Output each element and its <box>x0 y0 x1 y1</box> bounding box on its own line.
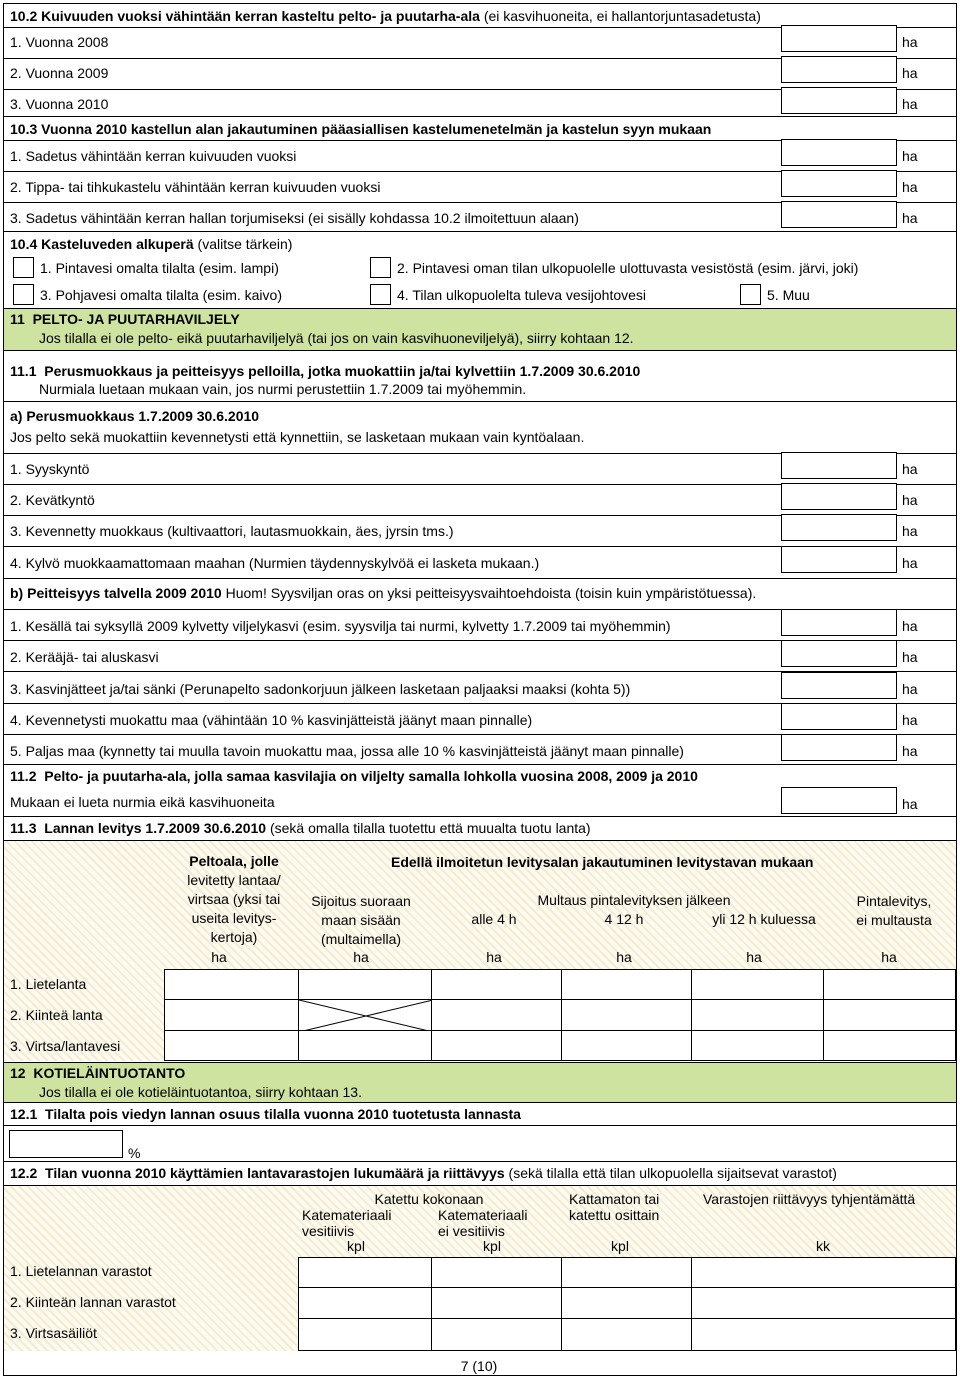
option-1-label: 1. Pintavesi omalta tilalta (esim. lampi) <box>40 260 279 276</box>
storage-row-2: 2. Kiinteän lannan varastot <box>10 1294 176 1310</box>
s10-3-input-1[interactable] <box>781 139 897 166</box>
col-4-12h: 4 12 h <box>604 911 644 927</box>
s11-1-b-row-4: 4. Kevennetysti muokattu maa (vähintään 10 % kasvinjätteistä jäänyt maan pinnalle) <box>10 712 533 728</box>
page-number: 7 (10) <box>460 1358 498 1374</box>
col-yli-12h: yli 12 h kuluessa <box>712 911 816 927</box>
lietelanta-4-12h-input[interactable] <box>561 969 692 1000</box>
s10-2-input-2[interactable] <box>781 56 897 83</box>
unit-ha: ha <box>902 179 918 195</box>
unit-ha: ha <box>902 210 918 226</box>
s11-2-row: Mukaan ei lueta nurmia eikä kasvihuoneita <box>10 794 275 810</box>
s11-1-b-heading: b) Peitteisyys talvella 2009 2010 Huom! Syysviljan oras on yksi peitteisyysvaihtoehdoista (toisin kuin ympäristötuessa). <box>10 585 757 601</box>
s11-heading: 11 PELTO- JA PUUTARHAVILJELY <box>10 311 240 327</box>
s10-4-heading: 10.4 Kasteluveden alkuperä (valitse tärkein) <box>10 236 293 252</box>
lietelanta-sijoitus-input[interactable] <box>298 969 432 1000</box>
option-4-label: 4. Tilan ulkopuolelta tuleva vesijohtovesi <box>397 287 647 303</box>
multaus-header: Multaus pintalevityksen jälkeen <box>537 892 731 908</box>
s10-3-row-3: 3. Sadetus vähintään kerran hallan torjumiseksi (ei sisälly kohdassa 10.2 ilmoitettuun alaan) <box>10 210 579 226</box>
s11-note: Jos tilalla ei ole pelto- eikä puutarhaviljelyä (tai jos on vain kasvihuoneviljelyä), siirry kohtaan 12. <box>39 330 634 346</box>
s11-1-b-row-1: 1. Kesällä tai syksyllä 2009 kylvetty viljelykasvi (esim. syysvilja tai nurmi, kylvetty 1.7.2009 tai myöhemmin) <box>10 618 671 634</box>
unit-ha: ha <box>353 949 369 965</box>
s10-2-heading: 10.2 Kuivuuden vuoksi vähintään kerran kasteltu pelto- ja puutarha-ala (ei kasvihuoneita, ei hallantorjuntasadetusta) <box>10 8 761 24</box>
s10-3-heading: 10.3 Vuonna 2010 kastellun alan jakautuminen pääasiallisen kastelumenetelmän ja kastelun syyn mukaan <box>10 121 712 137</box>
col-sijoitus-header: Sijoitus suoraan maan sisään (multaimella) <box>311 893 411 947</box>
lietelanta-alle4h-input[interactable] <box>431 969 562 1000</box>
unit-kpl: kpl <box>483 1238 501 1254</box>
virtsa-yli12h-input[interactable] <box>691 1030 824 1061</box>
s10-2-row-2: 2. Vuonna 2009 <box>10 65 109 81</box>
virtsa-4-12h-input[interactable] <box>561 1030 692 1061</box>
s10-3-input-3[interactable] <box>781 201 897 228</box>
kiintea-vesitiivis-input[interactable] <box>298 1287 432 1319</box>
kiintea-pintalevitys-input[interactable] <box>823 999 956 1031</box>
option-3-label: 3. Pohjavesi omalta tilalta (esim. kaivo) <box>40 287 282 303</box>
unit-ha: ha <box>902 523 918 539</box>
virtsa-pintalevitys-input[interactable] <box>823 1030 956 1061</box>
virtsa-vesitiivis-input[interactable] <box>298 1318 432 1351</box>
col-kattamaton-header: Kattamaton tai katettu osittain <box>569 1191 660 1223</box>
kiintea-kattamaton-input[interactable] <box>561 1287 692 1319</box>
divider <box>4 401 956 402</box>
s11-1-heading: 11.1 Perusmuokkaus ja peitteisyys pelloilla, jotka muokattiin ja/tai kylvettiin 1.7.2009 30.6.2010 <box>10 363 641 379</box>
s10-2-row-1: 1. Vuonna 2008 <box>10 34 109 50</box>
virtsa-ei-vesitiivis-input[interactable] <box>431 1318 562 1351</box>
s11-1-a-row-3: 3. Kevennetty muokkaus (kultivaattori, lautasmuokkain, äes, jyrsin tms.) <box>10 523 454 539</box>
s11-1-a-input-1[interactable] <box>781 452 897 479</box>
virtsa-riittavyys-input[interactable] <box>691 1318 956 1351</box>
s11-1-b-input-3[interactable] <box>781 672 897 699</box>
unit-ha: ha <box>902 34 918 50</box>
kiintea-4-12h-input[interactable] <box>561 999 692 1031</box>
unit-ha: ha <box>486 949 502 965</box>
unit-ha: ha <box>902 461 918 477</box>
storage-row-1: 1. Lietelannan varastot <box>10 1263 152 1279</box>
divider <box>4 116 956 117</box>
s11-1-a-input-4[interactable] <box>781 546 897 573</box>
percent-unit: % <box>128 1145 141 1161</box>
liete-kattamaton-input[interactable] <box>561 1257 692 1288</box>
s11-1-a-row-2: 2. Kevätkyntö <box>10 492 95 508</box>
col-riittavyys-header: Varastojen riittävyys tyhjentämättä <box>703 1191 916 1207</box>
s11-1-b-input-5[interactable] <box>781 734 897 761</box>
kiintea-ei-vesitiivis-input[interactable] <box>431 1287 562 1319</box>
unit-kk: kk <box>816 1238 830 1254</box>
kiintea-alle4h-input[interactable] <box>431 999 562 1031</box>
col-vesitiivis-header: Katemateriaali vesitiivis <box>302 1207 392 1239</box>
liete-vesitiivis-input[interactable] <box>298 1257 432 1288</box>
unit-ha: ha <box>902 96 918 112</box>
checkbox-opt1[interactable] <box>13 257 34 278</box>
group-header: Edellä ilmoitetun levitysalan jakautuminen levitystavan mukaan <box>391 854 814 870</box>
s10-2-input-3[interactable] <box>781 87 897 114</box>
s11-1-a-note: Jos pelto sekä muokattiin kevennetysti että kynnettiin, se lasketaan mukaan vain kyntöalaan. <box>10 429 585 445</box>
unit-ha: ha <box>902 618 918 634</box>
col-alle-4h: alle 4 h <box>471 911 517 927</box>
s11-2-heading: 11.2 Pelto- ja puutarha-ala, jolla samaa kasvilajia on viljelty samalla lohkolla vuosina 2008, 2009 ja 2010 <box>10 768 698 784</box>
kiintea-riittavyys-input[interactable] <box>691 1287 956 1319</box>
s11-1-note: Nurmiala luetaan mukaan vain, jos nurmi perustettiin 1.7.2009 tai myöhemmin. <box>39 381 527 397</box>
unit-ha: ha <box>746 949 762 965</box>
unit-ha: ha <box>902 492 918 508</box>
s10-3-row-1: 1. Sadetus vähintään kerran kuivuuden vuoksi <box>10 148 297 164</box>
unit-ha: ha <box>902 65 918 81</box>
unit-ha: ha <box>902 796 918 812</box>
unit-ha: ha <box>902 743 918 759</box>
virtsa-alle4h-input[interactable] <box>431 1030 562 1061</box>
kiintea-peltoala-input[interactable] <box>164 999 299 1031</box>
s11-1-a-heading: a) Perusmuokkaus 1.7.2009 30.6.2010 <box>10 408 260 424</box>
unit-ha: ha <box>211 949 227 965</box>
unit-ha: ha <box>902 649 918 665</box>
divider <box>4 764 956 765</box>
s12-1-heading: 12.1 Tilalta pois viedyn lannan osuus tilalla vuonna 2010 tuotetusta lannasta <box>10 1106 521 1122</box>
kiintea-yli12h-input[interactable] <box>691 999 824 1031</box>
checkbox-opt4[interactable] <box>370 284 391 305</box>
lietelanta-pintalevitys-input[interactable] <box>823 969 956 1000</box>
liete-ei-vesitiivis-input[interactable] <box>431 1257 562 1288</box>
unit-kpl: kpl <box>611 1238 629 1254</box>
s11-1-b-row-2: 2. Kerääjä- tai aluskasvi <box>10 649 159 665</box>
manure-row-1: 1. Lietelanta <box>10 976 87 992</box>
virtsa-sijoitus-input[interactable] <box>298 1030 432 1061</box>
s11-1-b-input-1[interactable] <box>781 609 897 636</box>
virtsa-peltoala-input[interactable] <box>164 1030 299 1061</box>
unit-ha: ha <box>902 712 918 728</box>
unit-ha: ha <box>881 949 897 965</box>
unit-ha: ha <box>902 681 918 697</box>
s11-1-b-row-5: 5. Paljas maa (kynnetty tai muulla tavoin muokattu maa, jossa alle 10 % kasvinjätteistä jäänyt maan pinnalle) <box>10 743 684 759</box>
s11-1-a-input-3[interactable] <box>781 514 897 541</box>
col-pintalevitys-header: Pintalevitys, ei multausta <box>856 893 932 928</box>
kiintea-sijoitus-disabled-cell <box>298 999 432 1031</box>
s11-1-b-row-3: 3. Kasvinjätteet ja/tai sänki (Perunapelto sadonkorjuun jälkeen lasketaan paljaaksi maaksi (kohta 5)) <box>10 681 631 697</box>
checkbox-opt2[interactable] <box>370 257 391 278</box>
s10-2-row-3: 3. Vuonna 2010 <box>10 96 109 112</box>
checkbox-opt3[interactable] <box>13 284 34 305</box>
lietelanta-yli12h-input[interactable] <box>691 969 824 1000</box>
s11-1-a-row-1: 1. Syyskyntö <box>10 461 90 477</box>
s11-1-b-input-4[interactable] <box>781 703 897 730</box>
s11-1-a-input-2[interactable] <box>781 483 897 510</box>
katettu-header: Katettu kokonaan <box>374 1191 484 1207</box>
manure-row-3: 3. Virtsa/lantavesi <box>10 1038 121 1054</box>
s11-3-heading: 11.3 Lannan levitys 1.7.2009 30.6.2010 (sekä omalla tilalla tuotettu että muualta tuotu lanta) <box>10 820 591 836</box>
s11-1-b-input-2[interactable] <box>781 640 897 667</box>
divider <box>4 578 956 579</box>
form-page <box>3 3 957 1376</box>
col-ei-vesitiivis-header: Katemateriaali ei vesitiivis <box>438 1207 528 1239</box>
s12-note: Jos tilalla ei ole kotieläintuotantoa, siirry kohtaan 13. <box>39 1084 362 1100</box>
cross-out-mark <box>299 1000 432 1031</box>
s10-2-input-1[interactable] <box>781 25 897 52</box>
unit-ha: ha <box>902 148 918 164</box>
option-2-label: 2. Pintavesi oman tilan ulkopuolelle ulottuvasta vesistöstä (esim. järvi, joki) <box>397 260 859 276</box>
manure-row-2: 2. Kiinteä lanta <box>10 1007 103 1023</box>
lietelanta-peltoala-input[interactable] <box>164 969 299 1000</box>
divider <box>4 1161 956 1162</box>
s12-1-percent-input[interactable] <box>9 1130 123 1158</box>
s10-3-input-2[interactable] <box>781 170 897 197</box>
unit-ha: ha <box>902 555 918 571</box>
virtsa-kattamaton-input[interactable] <box>561 1318 692 1351</box>
s11-2-input[interactable] <box>781 787 897 814</box>
unit-ha: ha <box>616 949 632 965</box>
unit-kpl: kpl <box>347 1238 365 1254</box>
divider <box>4 231 956 232</box>
s11-1-a-row-4: 4. Kylvö muokkaamattomaan maahan (Nurmien täydennyskylvöä ei lasketa mukaan.) <box>10 555 540 571</box>
storage-row-3: 3. Virtsasäiliöt <box>10 1325 97 1341</box>
col-peltoala-header: Peltoala, jolle levitetty lantaa/ virtsaa (yksi tai useita levitys- kertoja) <box>187 853 281 945</box>
s10-3-row-2: 2. Tippa- tai tihkukastelu vähintään kerran kuivuuden vuoksi <box>10 179 381 195</box>
s12-2-heading: 12.2 Tilan vuonna 2010 käyttämien lantavarastojen lukumäärä ja riittävyys (sekä tilalla että tilan ulkopuolella sijaitsevat varastot) <box>10 1165 837 1181</box>
s12-heading: 12 KOTIELÄINTUOTANTO <box>10 1065 186 1081</box>
liete-riittavyys-input[interactable] <box>691 1257 956 1288</box>
option-5-label: 5. Muu <box>767 287 810 303</box>
divider <box>4 816 956 817</box>
divider <box>4 1125 956 1126</box>
checkbox-opt5[interactable] <box>740 284 761 305</box>
